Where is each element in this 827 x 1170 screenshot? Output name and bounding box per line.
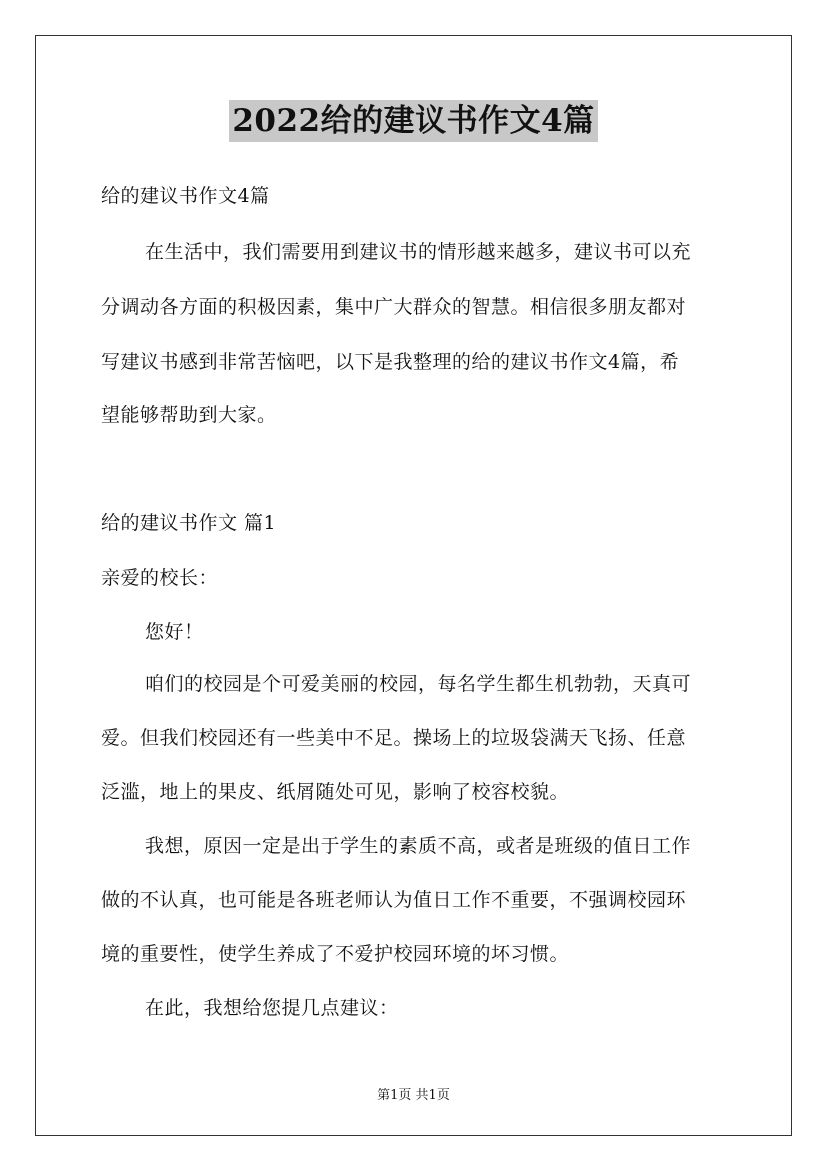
para2-line-2: 做的不认真，也可能是各班老师认为值日工作不重要，不强调校园环 (101, 889, 687, 911)
title-container (0, 100, 827, 142)
para1-line-1: 咱们的校园是个可爱美丽的校园，每名学生都生机勃勃，天真可 (145, 673, 692, 695)
intro-line-1: 在生活中，我们需要用到建议书的情形越来越多，建议书可以充 (145, 241, 692, 263)
intro-line-3: 写建议书感到非常苦恼吧，以下是我整理的给的建议书作文4篇，希 (101, 351, 680, 373)
document-title: 2022给的建议书作文4篇 (229, 100, 597, 142)
para1-line-3: 泛滥，地上的果皮、纸屑随处可见，影响了校容校貌。 (101, 781, 570, 803)
section-heading: 给的建议书作文 篇1 (101, 512, 277, 534)
para1-line-2: 爱。但我们校园还有一些美中不足。操场上的垃圾袋满天飞扬、任意 (101, 727, 687, 749)
page-footer: 第1页 共1页 (377, 1088, 450, 1103)
document-subtitle: 给的建议书作文4篇 (101, 185, 270, 207)
para2-line-3: 境的重要性，使学生养成了不爱护校园环境的坏习惯。 (101, 943, 570, 965)
greeting: 您好！ (145, 621, 204, 643)
intro-line-4: 望能够帮助到大家。 (101, 404, 277, 426)
intro-line-2: 分调动各方面的积极因素，集中广大群众的智慧。相信很多朋友都对 (101, 296, 687, 318)
salutation: 亲爱的校长： (101, 567, 219, 589)
para2-line-1: 我想，原因一定是出于学生的素质不高，或者是班级的值日工作 (145, 835, 692, 857)
para3: 在此，我想给您提几点建议： (145, 997, 399, 1019)
